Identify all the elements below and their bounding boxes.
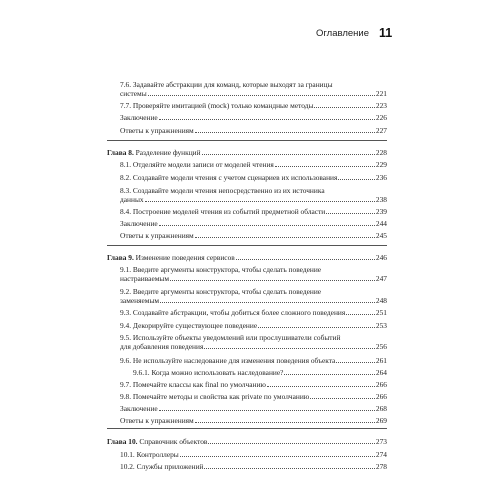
toc-entry[interactable] [120,380,387,389]
toc-entry[interactable] [120,308,387,317]
toc-page-number: 238 [375,195,387,205]
toc-entry[interactable] [120,231,387,240]
dot-leader [314,107,374,108]
toc-page-number: 268 [375,404,387,413]
toc-page-number: 246 [375,253,387,262]
toc-entry[interactable] [120,126,387,135]
toc-entry-title: 9.8. Помечайте методы и свойства как private по умолчанию [120,392,310,401]
toc-entry[interactable] [120,219,387,228]
toc-entry-title: 8.3. Создавайте модели чтения непосредственно из их источника [120,186,325,195]
dot-leader [204,348,375,349]
dot-leader [236,259,375,260]
dot-leader [159,225,375,226]
toc-entry-title: настраиваемым [120,274,170,284]
toc-entry-title: 9.6. Не используйте наследование для изменения поведения объекта [120,356,336,365]
toc-entry-title: системы [120,89,147,99]
dot-leader [148,95,375,96]
dot-leader [346,314,375,315]
dot-leader [338,179,375,180]
section-divider [107,140,387,141]
dot-leader [202,154,375,155]
toc-entry[interactable] [120,160,387,169]
toc-entry[interactable] [120,392,387,401]
toc-entry[interactable] [120,265,387,284]
toc-entry-title: 9.4. Декорируйте существующее поведение [120,321,258,330]
toc-page-number: 269 [375,416,387,425]
toc-page-number: 245 [375,231,387,240]
toc-entry-title: 9.2. Введите аргументы конструктора, чтобы сделать поведение [120,287,322,296]
dot-leader [267,386,375,387]
toc-entry-title: данных [120,195,144,205]
dot-leader [159,119,375,120]
chapter-label: Глава 8. [107,148,134,157]
toc-entry[interactable] [120,186,387,205]
toc-entry-title: 9.3. Создавайте абстракции, чтобы добиться более сложного поведения [120,308,346,317]
toc-entry[interactable] [120,333,387,352]
dot-leader [195,422,375,423]
toc-page-number: 228 [375,148,387,157]
toc-page-number: 274 [375,450,387,459]
section-divider [107,245,387,246]
toc-page-number: 253 [375,321,387,330]
toc-entry-title: 9.5. Используйте объекты уведомлений или прослушиватели событий [120,333,341,342]
toc-page-number: 251 [375,308,387,317]
toc-page-number: 244 [375,219,387,228]
dot-leader [160,302,375,303]
toc-page-number: 256 [375,342,387,352]
toc-entry-title: Заключение [120,219,158,228]
toc-entry[interactable] [120,287,387,306]
toc-entry[interactable] [133,368,387,377]
dot-leader [310,398,375,399]
toc-page-number: 248 [375,296,387,306]
toc-page-number: 273 [375,437,387,446]
toc-entry[interactable] [120,416,387,425]
toc-entry[interactable] [120,207,387,216]
toc-page-number: 266 [375,380,387,389]
dot-leader [284,374,374,375]
toc-page-number: 264 [375,368,387,377]
toc-entry-title: Справочник объектов [139,437,208,446]
toc-page-number: 247 [375,274,387,284]
toc-chapter-entry[interactable] [107,253,387,262]
toc-entry[interactable] [120,101,387,110]
toc-entry[interactable] [120,450,387,459]
toc-entry-title: Разделение функций [135,148,201,157]
toc-entry[interactable] [120,113,387,122]
dot-leader [170,280,375,281]
toc-entry[interactable] [120,173,387,182]
toc-entry-title: для добавления поведения [120,342,204,352]
toc-entry-title: Заключение [120,404,158,413]
toc-entry-title: 10.2. Службы приложений [120,462,204,471]
chapter-label: Глава 10. [107,437,138,446]
toc-entry-title: Ответы к упражнениям [120,416,194,425]
toc-page-number: 227 [375,126,387,135]
toc-entry[interactable] [120,80,387,99]
toc-page-number: 278 [375,462,387,471]
toc-page-number: 223 [375,101,387,110]
toc-entry-title: 8.1. Отделяйте модели записи от моделей чтения [120,160,274,169]
dot-leader [145,201,375,202]
toc-page-number: 261 [375,356,387,365]
toc-entry-title: Ответы к упражнениям [120,126,194,135]
dot-leader [180,456,375,457]
toc-page-number: 226 [375,113,387,122]
toc-entry-title: 9.7. Помечайте классы как final по умолчанию [120,380,266,389]
dot-leader [336,362,375,363]
toc-entry-title: Изменение поведения сервисов [135,253,235,262]
toc-entry-title: Заключение [120,113,158,122]
toc-page-number: 221 [375,89,387,99]
dot-leader [208,443,375,444]
toc-entry-title: 9.1. Введите аргументы конструктора, чтобы сделать поведение [120,265,322,274]
section-divider [107,428,387,429]
toc-entry[interactable] [120,404,387,413]
toc-entry-title: 10.1. Контроллеры [120,450,179,459]
toc-entry-title: заменяемым [120,296,160,306]
toc-chapter-entry[interactable] [107,437,387,446]
toc-page-number: 266 [375,392,387,401]
toc-page-number: 236 [375,173,387,182]
toc-chapter-entry[interactable] [107,148,387,157]
toc-page-number: 239 [375,207,387,216]
dot-leader [204,468,375,469]
dot-leader [326,213,375,214]
header-title: Оглавление [316,28,369,39]
toc-entry-title: 8.2. Создавайте модели чтения с учетом сценариев их использования [120,173,338,182]
dot-leader [159,410,375,411]
toc-entry-title: Ответы к упражнениям [120,231,194,240]
dot-leader [275,166,375,167]
toc-entry-title: 8.4. Построение моделей чтения из событий предметной области [120,207,326,216]
dot-leader [195,132,375,133]
chapter-label: Глава 9. [107,253,134,262]
header-page-number: 11 [379,26,393,40]
toc-entry-title: 7.6. Задавайте абстракции для команд, которые выходят за границы [120,80,333,89]
dot-leader [195,237,375,238]
toc-entry-title: 7.7. Проверяйте имитацией (mock) только командные методы [120,101,314,110]
toc-page-number: 229 [375,160,387,169]
toc-entry[interactable] [120,462,387,471]
toc-entry[interactable] [120,356,387,365]
toc-entry-title: 9.6.1. Когда можно использовать наследование? [133,368,284,377]
dot-leader [258,327,375,328]
toc-entry[interactable] [120,321,387,330]
